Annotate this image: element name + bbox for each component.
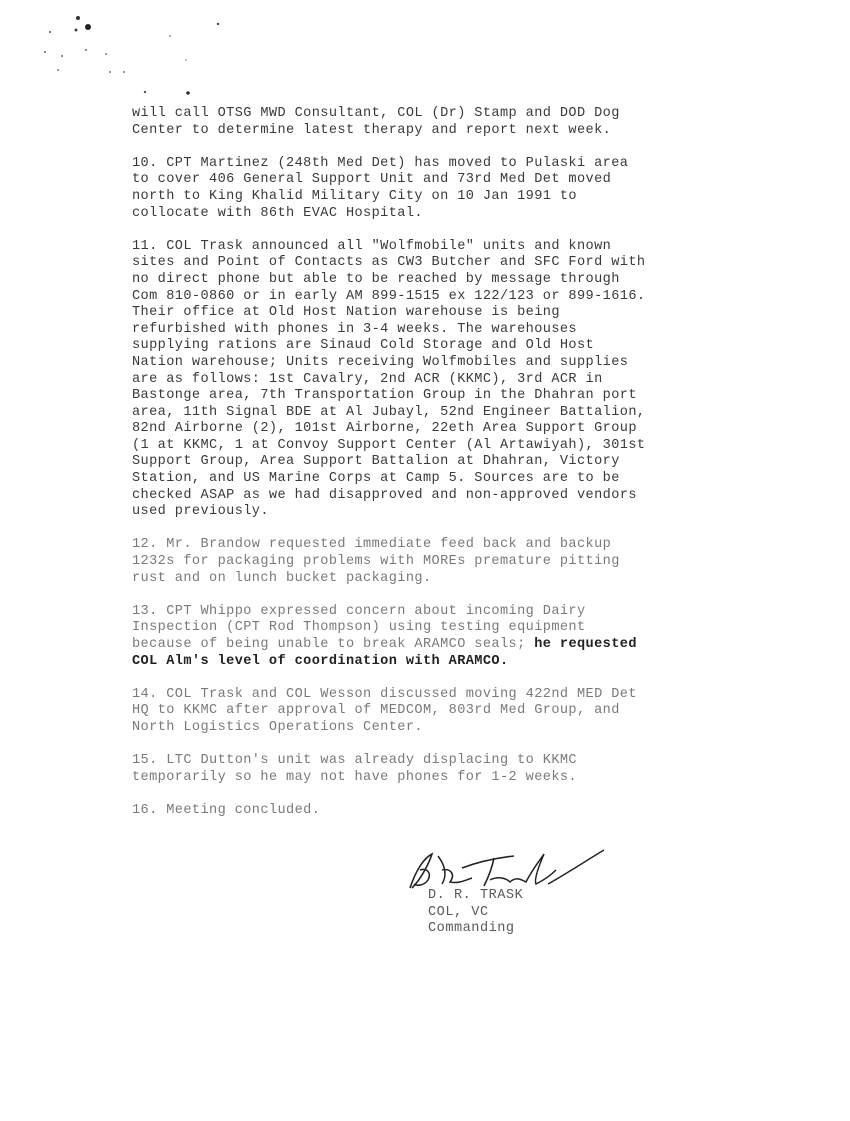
- paragraph-11: 11. COL Trask announced all "Wolfmobile" units and known sites and Point of Contacts as CW3 Butcher and SFC Ford with no direct phone but able to be reached by message through Com 810-0860 or in early AM 899-1515 ex 122/123 or 899-1616. Their office at Old Host Nation warehouse is being refurbished with phones in 3-4 weeks. The warehouses supplying rations are Sinaud Cold Storage and Old Host Nation warehouse; Units receiving Wolfmobiles and supplies are as follows: 1st Cavalry, 2nd ACR (KKMC), 3rd ACR in Bastonge area, 7th Transportation Group in the Dhahran port area, 11th Signal BDE at Al Jubayl, 52nd Engineer Battalion, 82nd Airborne (2), 101st Airborne, 22eth Area Support Group (1 at KKMC, 1 at Convoy Support Center (Al Artawiyah), 301st Support Group, Area Support Battalion at Dhahran, Victory Station, and US Marine Corps at Camp 5. Sources are to be checked ASAP as we had disapproved and non-approved vendors used previously.: [132, 238, 646, 520]
- signer-name: D. R. TRASK: [428, 888, 524, 903]
- paragraph-12: 12. Mr. Brandow requested immediate feed back and backup 1232s for packaging problems with MOREs premature pitting rust and on lunch bucket packaging.: [132, 537, 620, 586]
- signature-lines: [428, 888, 523, 938]
- paragraph-13: [132, 604, 742, 670]
- paragraph-15: 15. LTC Dutton's unit was already displacing to KKMC temporarily so he may not have phones for 1-2 weeks.: [132, 753, 577, 785]
- paragraph-16: 16. Meeting concluded.: [132, 802, 321, 818]
- memo-body: [132, 106, 742, 836]
- signer-title: Commanding: [428, 921, 515, 937]
- paragraph-13-bold-b: COL Alm's level of coordination with ARAMCO.: [132, 653, 509, 669]
- continuation-paragraph: will call OTSG MWD Consultant, COL (Dr) Stamp and DOD Dog Center to determine latest therapy and report next week.: [132, 106, 620, 138]
- signature-block: [398, 840, 658, 950]
- paragraph-13-bold-a: he requested: [525, 637, 637, 652]
- scan-specks: [0, 0, 240, 110]
- signer-rank: COL, VC: [428, 904, 489, 920]
- paragraph-10: 10. CPT Martinez (248th Med Det) has moved to Pulaski area to cover 406 General Support Unit and 73rd Med Det moved north to King Khalid Military City on 10 Jan 1991 to collocate with 86th EVAC Hospital.: [132, 155, 629, 221]
- paragraph-13-text: 13. CPT Whippo expressed concern about incoming Dairy Inspection (CPT Rod Thompson) using testing equipment because of being unable to break ARAMCO seals;: [132, 603, 586, 652]
- paragraph-14: 14. COL Trask and COL Wesson discussed moving 422nd MED Det HQ to KKMC after approval of MEDCOM, 803rd Med Group, and North Logistics Operations Center.: [132, 686, 637, 735]
